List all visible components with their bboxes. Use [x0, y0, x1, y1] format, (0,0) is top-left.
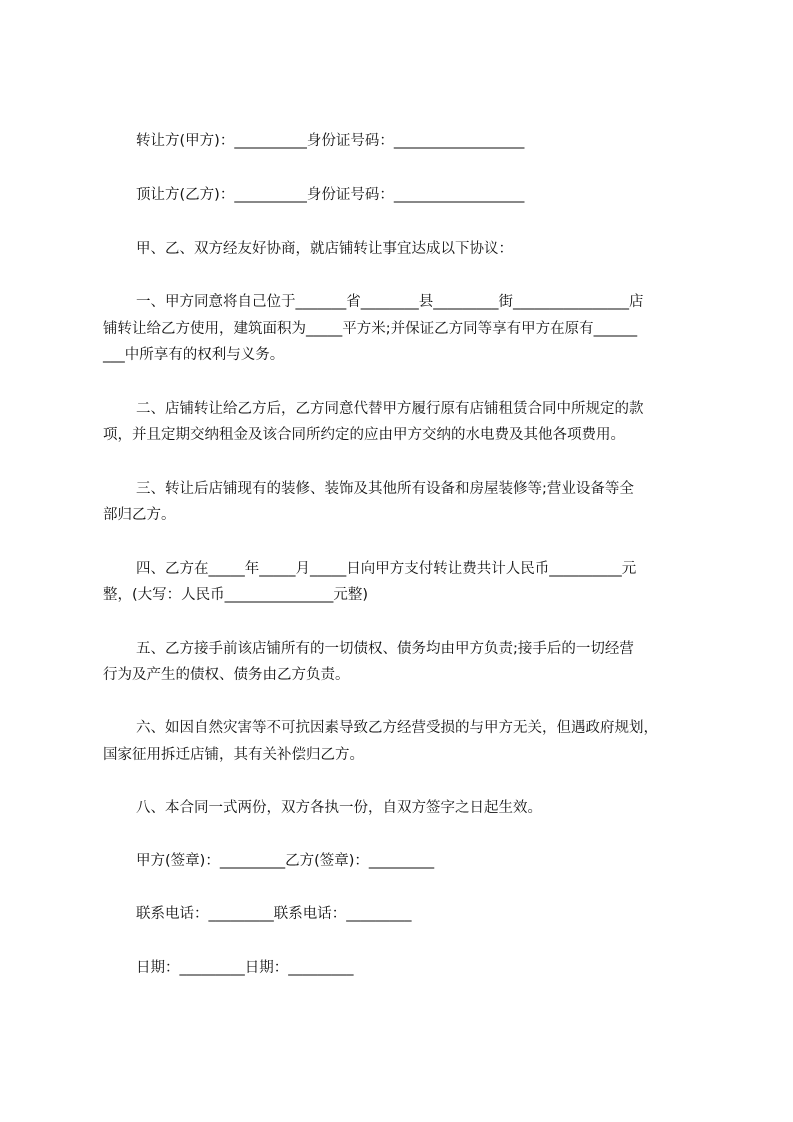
clause-2-line-1: 二、店铺转让给乙方后，乙方同意代替甲方履行原有店铺租赁合同中所规定的款 [136, 401, 644, 417]
clause-2-line-2: 项，并且定期交纳租金及该合同所约定的应由甲方交纳的水电费及其他各项费用。 [103, 427, 625, 443]
clause-6-line-2: 国家征用拆迁店铺，其有关补偿归乙方。 [103, 747, 364, 763]
preamble-line: 甲、乙、双方经友好协商，就店铺转让事宜达成以下协议： [136, 241, 513, 257]
clause-3-line-2: 部归乙方。 [103, 507, 176, 523]
date-line: 日期：_________日期：_________ [136, 960, 354, 976]
clause-3-line-1: 三、转让后店铺现有的装修、装饰及其他所有设备和房屋装修等;营业设备等全 [136, 481, 634, 497]
clause-5-line-2: 行为及产生的债权、债务由乙方负责。 [103, 667, 350, 683]
transferee-line: 顶让方(乙方)：__________身份证号码：__________________ [136, 187, 525, 203]
clause-8-line: 八、本合同一式两份，双方各执一份，自双方签字之日起生效。 [136, 800, 542, 816]
clause-4-line-2: 整，(大写：人民币_______________元整) [103, 587, 369, 603]
clause-1-line-2: 铺转让给乙方使用，建筑面积为_____平方米;并保证乙方同等享有甲方在原有______ [103, 321, 638, 337]
phone-line: 联系电话：_________联系电话：_________ [136, 906, 412, 922]
clause-1-line-1: 一、甲方同意将自己位于_______省________县_________街________________店 [136, 294, 644, 310]
clause-6-line-1: 六、如因自然灾害等不可抗因素导致乙方经营受损的与甲方无关，但遇政府规划， [136, 720, 658, 736]
transferor-line: 转让方(甲方)：__________身份证号码：__________________ [136, 133, 525, 149]
clause-4-line-1: 四、乙方在_____年_____月_____日向甲方支付转让费共计人民币__________元 [136, 561, 637, 577]
signature-line: 甲方(签章)：_________乙方(签章)：_________ [136, 853, 435, 869]
clause-5-line-1: 五、乙方接手前该店铺所有的一切债权、债务均由甲方负责;接手后的一切经营 [136, 641, 634, 657]
clause-1-line-3: ___中所享有的权利与义务。 [103, 347, 285, 363]
